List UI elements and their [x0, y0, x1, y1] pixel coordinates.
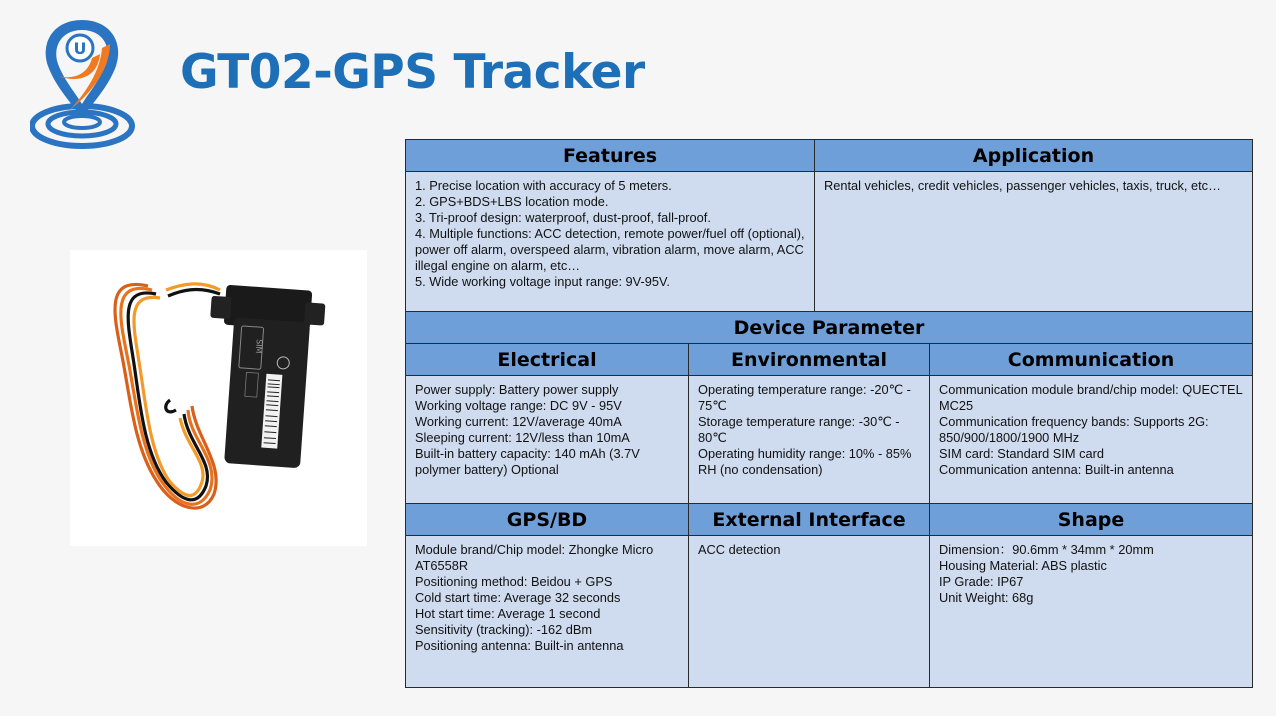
features-item: 5. Wide working voltage input range: 9V-95V.: [415, 274, 670, 289]
shape-item: IP Grade: IP67: [939, 574, 1024, 589]
page-title: GT02-GPS Tracker: [180, 45, 645, 100]
spec-table: [405, 139, 1253, 688]
communication-header: Communication: [930, 344, 1253, 376]
application-cell: [815, 172, 1253, 312]
gps-bd-item: Positioning antenna: Built-in antenna: [415, 638, 624, 653]
environmental-item: Storage temperature range: -30℃ - 80℃: [698, 414, 900, 445]
communication-item: Communication frequency bands: Supports 2G: 850/900/1800/1900 MHz: [939, 414, 1209, 445]
environmental-cell: [689, 376, 930, 504]
features-header: Features: [406, 140, 815, 172]
logo-letter: U: [73, 39, 87, 58]
external-interface-item: ACC detection: [698, 542, 781, 557]
gps-bd-header: GPS/BD: [406, 504, 689, 536]
features-item: 3. Tri-proof design: waterproof, dust-proof, fall-proof.: [415, 210, 711, 225]
device-parameter-header: Device Parameter: [406, 312, 1253, 344]
communication-item: Communication module brand/chip model: QUECTEL MC25: [939, 382, 1243, 413]
features-item: 1. Precise location with accuracy of 5 meters.: [415, 178, 672, 193]
shape-cell: [930, 536, 1253, 688]
electrical-item: Working voltage range: DC 9V - 95V: [415, 398, 622, 413]
product-image: [70, 250, 367, 546]
electrical-item: Sleeping current: 12V/less than 10mA: [415, 430, 630, 445]
external-interface-cell: [689, 536, 930, 688]
shape-header: Shape: [930, 504, 1253, 536]
electrical-cell: [406, 376, 689, 504]
application-text: Rental vehicles, credit vehicles, passenger vehicles, taxis, truck, etc…: [824, 178, 1221, 193]
environmental-item: Operating temperature range: -20℃ - 75℃: [698, 382, 911, 413]
shape-item: Unit Weight: 68g: [939, 590, 1034, 605]
shape-item: Housing Material: ABS plastic: [939, 558, 1107, 573]
gps-bd-item: Positioning method: Beidou + GPS: [415, 574, 613, 589]
environmental-item: Operating humidity range: 10% - 85% RH (no condensation): [698, 446, 912, 477]
communication-cell: [930, 376, 1253, 504]
features-item: 4. Multiple functions: ACC detection, remote power/fuel off (optional), power off alarm, overspeed alarm, vibration alarm, move alarm, ACC illegal engine on alarm, etc…: [415, 226, 805, 273]
communication-item: SIM card: Standard SIM card: [939, 446, 1105, 461]
electrical-item: Built-in battery capacity: 140 mAh (3.7V polymer battery) Optional: [415, 446, 640, 477]
application-header: Application: [815, 140, 1253, 172]
device-sim-label: SIM: [253, 338, 264, 354]
electrical-item: Power supply: Battery power supply: [415, 382, 619, 397]
gps-bd-item: Sensitivity (tracking): -162 dBm: [415, 622, 593, 637]
gps-bd-item: Module brand/Chip model: Zhongke Micro AT6558R: [415, 542, 654, 573]
features-item: 2. GPS+BDS+LBS location mode.: [415, 194, 609, 209]
environmental-header: Environmental: [689, 344, 930, 376]
brand-logo: [30, 14, 136, 150]
gps-bd-item: Hot start time: Average 1 second: [415, 606, 601, 621]
electrical-header: Electrical: [406, 344, 689, 376]
external-interface-header: External Interface: [689, 504, 930, 536]
gps-bd-item: Cold start time: Average 32 seconds: [415, 590, 621, 605]
shape-item: Dimension：90.6mm * 34mm * 20mm: [939, 542, 1154, 557]
gps-bd-cell: [406, 536, 689, 688]
features-cell: [406, 172, 815, 312]
communication-item: Communication antenna: Built-in antenna: [939, 462, 1174, 477]
electrical-item: Working current: 12V/average 40mA: [415, 414, 622, 429]
